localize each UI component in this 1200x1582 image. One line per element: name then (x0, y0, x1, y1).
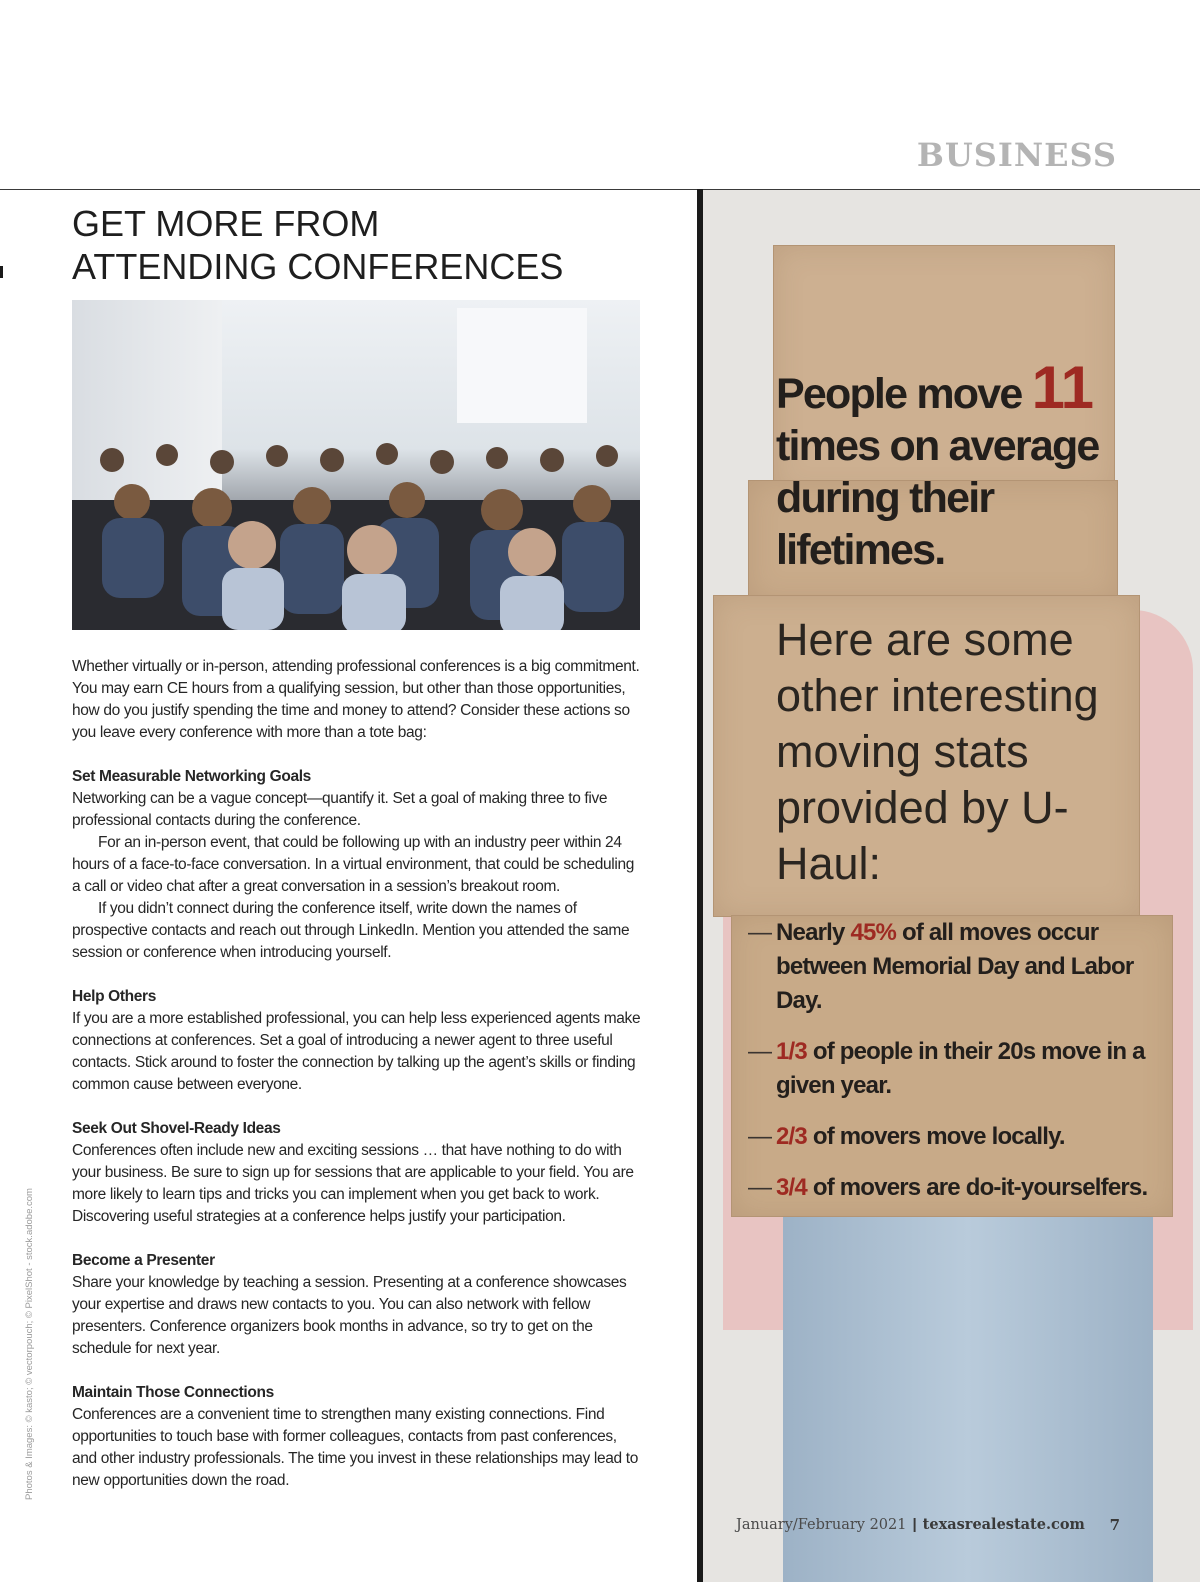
section-heading: Maintain Those Connections (72, 1384, 274, 1401)
section-heading: Become a Presenter (72, 1252, 215, 1269)
sidebar-intro: Here are some other interesting moving stats provided by U-Haul: (776, 614, 1099, 889)
section-paragraph: Conferences are a convenient time to strengthen many existing connections. Find opportunities to touch base with former colleagues, contacts from past conferences, and other industry professionals. The time you invest in these relationships may lead to new opportunities down the road. (72, 1406, 638, 1489)
dash-marker: — (748, 919, 772, 946)
section-heading: Help Others (72, 988, 157, 1005)
section-help-others (72, 986, 644, 1096)
website-link[interactable]: texasrealestate.com (922, 1516, 1085, 1533)
sidebar-stat (776, 354, 1106, 576)
page-number: 7 (1109, 1516, 1120, 1534)
conference-audience-photo (72, 300, 640, 630)
fact-text: of movers move locally. (806, 1123, 1065, 1150)
fact-value: 3/4 (776, 1174, 807, 1201)
fact-text: of people in their 20s move in a given year. (776, 1038, 1145, 1099)
fact-item (748, 1171, 1168, 1205)
dash-marker: — (748, 1123, 772, 1150)
section-paragraph: Conferences often include new and exciting sessions … that have nothing to do with your business. Be sure to sign up for sessions that are applicable to your field. You are more likely to learn tips and tricks you can implement when you get back to work. Discovering useful strategies at a conference helps justify your participation. (72, 1142, 634, 1225)
stat-number: 11 (1031, 354, 1094, 421)
fact-item (748, 916, 1168, 1018)
section-paragraph: If you didn’t connect during the conference itself, write down the names of prospective contacts and reach out through LinkedIn. Mention you attended the same session or conference when introducing yourself. (72, 900, 630, 961)
section-shovel-ready (72, 1118, 644, 1228)
issue-date: January/February 2021 (736, 1517, 907, 1533)
fact-value: 2/3 (776, 1123, 807, 1150)
stat-rest: times on average during their lifetimes. (776, 422, 1099, 574)
section-paragraph: If you are a more established professional, you can help less experienced agents make connections at conferences. Set a goal of introducing a newer agent to three useful contacts. Stick around to foster the connection by talking up the agent’s skills or finding common cause between everyone. (72, 1010, 641, 1093)
article-headline (72, 202, 632, 288)
section-paragraph: Share your knowledge by teaching a session. Presenting at a conference showcases your expertise and draws new contacts to you. You can also network with fellow presenters. Conference organizers book months in advance, so try to get on the schedule for next year. (72, 1274, 627, 1357)
photo-crowd (72, 440, 640, 630)
headline-line-2: ATTENDING CONFERENCES (72, 246, 564, 287)
section-heading: Seek Out Shovel-Ready Ideas (72, 1120, 281, 1137)
fact-text: of all moves occur between Memorial Day and Labor Day. (776, 919, 1134, 1014)
section-paragraph: For an in-person event, that could be following up with an industry peer within 24 hours of a face-to-face conversation. In a virtual environment, that could be scheduling a call or video chat after a great conversation in a session’s breakout room. (72, 834, 634, 895)
page-footer (736, 1516, 1120, 1533)
intro-paragraph: Whether virtually or in-person, attending professional conferences is a big commitment. You may earn CE hours from a qualifying session, but other than those opportunities, how do you justify spending the time and money to attend? Consider these actions so you leave every conference with more than a tote bag: (72, 658, 640, 741)
dash-marker: — (748, 1174, 772, 1201)
photo-credit: Photos & Images: © kasto; © vectorpouch; © PixelShot - stock.adobe.com (24, 1188, 35, 1500)
fact-prefix: Nearly (776, 919, 851, 946)
facts-list (748, 916, 1168, 1222)
section-label: BUSINESS (916, 136, 1117, 174)
fact-value: 1/3 (776, 1038, 807, 1065)
section-heading: Set Measurable Networking Goals (72, 768, 311, 785)
dash-marker: — (748, 1038, 772, 1065)
fact-item (748, 1120, 1168, 1154)
margin-marker (0, 266, 3, 278)
stat-lead: People move (776, 370, 1032, 418)
section-connections (72, 1382, 644, 1492)
section-presenter (72, 1250, 644, 1360)
footer-separator: | (912, 1516, 917, 1533)
fact-item (748, 1035, 1168, 1103)
headline-line-1: GET MORE FROM (72, 203, 380, 244)
fact-value: 45% (850, 919, 897, 946)
fact-text: of movers are do-it-yourselfers. (806, 1174, 1148, 1201)
article-intro (72, 656, 644, 744)
section-networking (72, 766, 644, 964)
photo-projection-screen (457, 308, 587, 423)
section-paragraph: Networking can be a vague concept—quantify it. Set a goal of making three to five professional contacts during the conference. (72, 790, 608, 829)
